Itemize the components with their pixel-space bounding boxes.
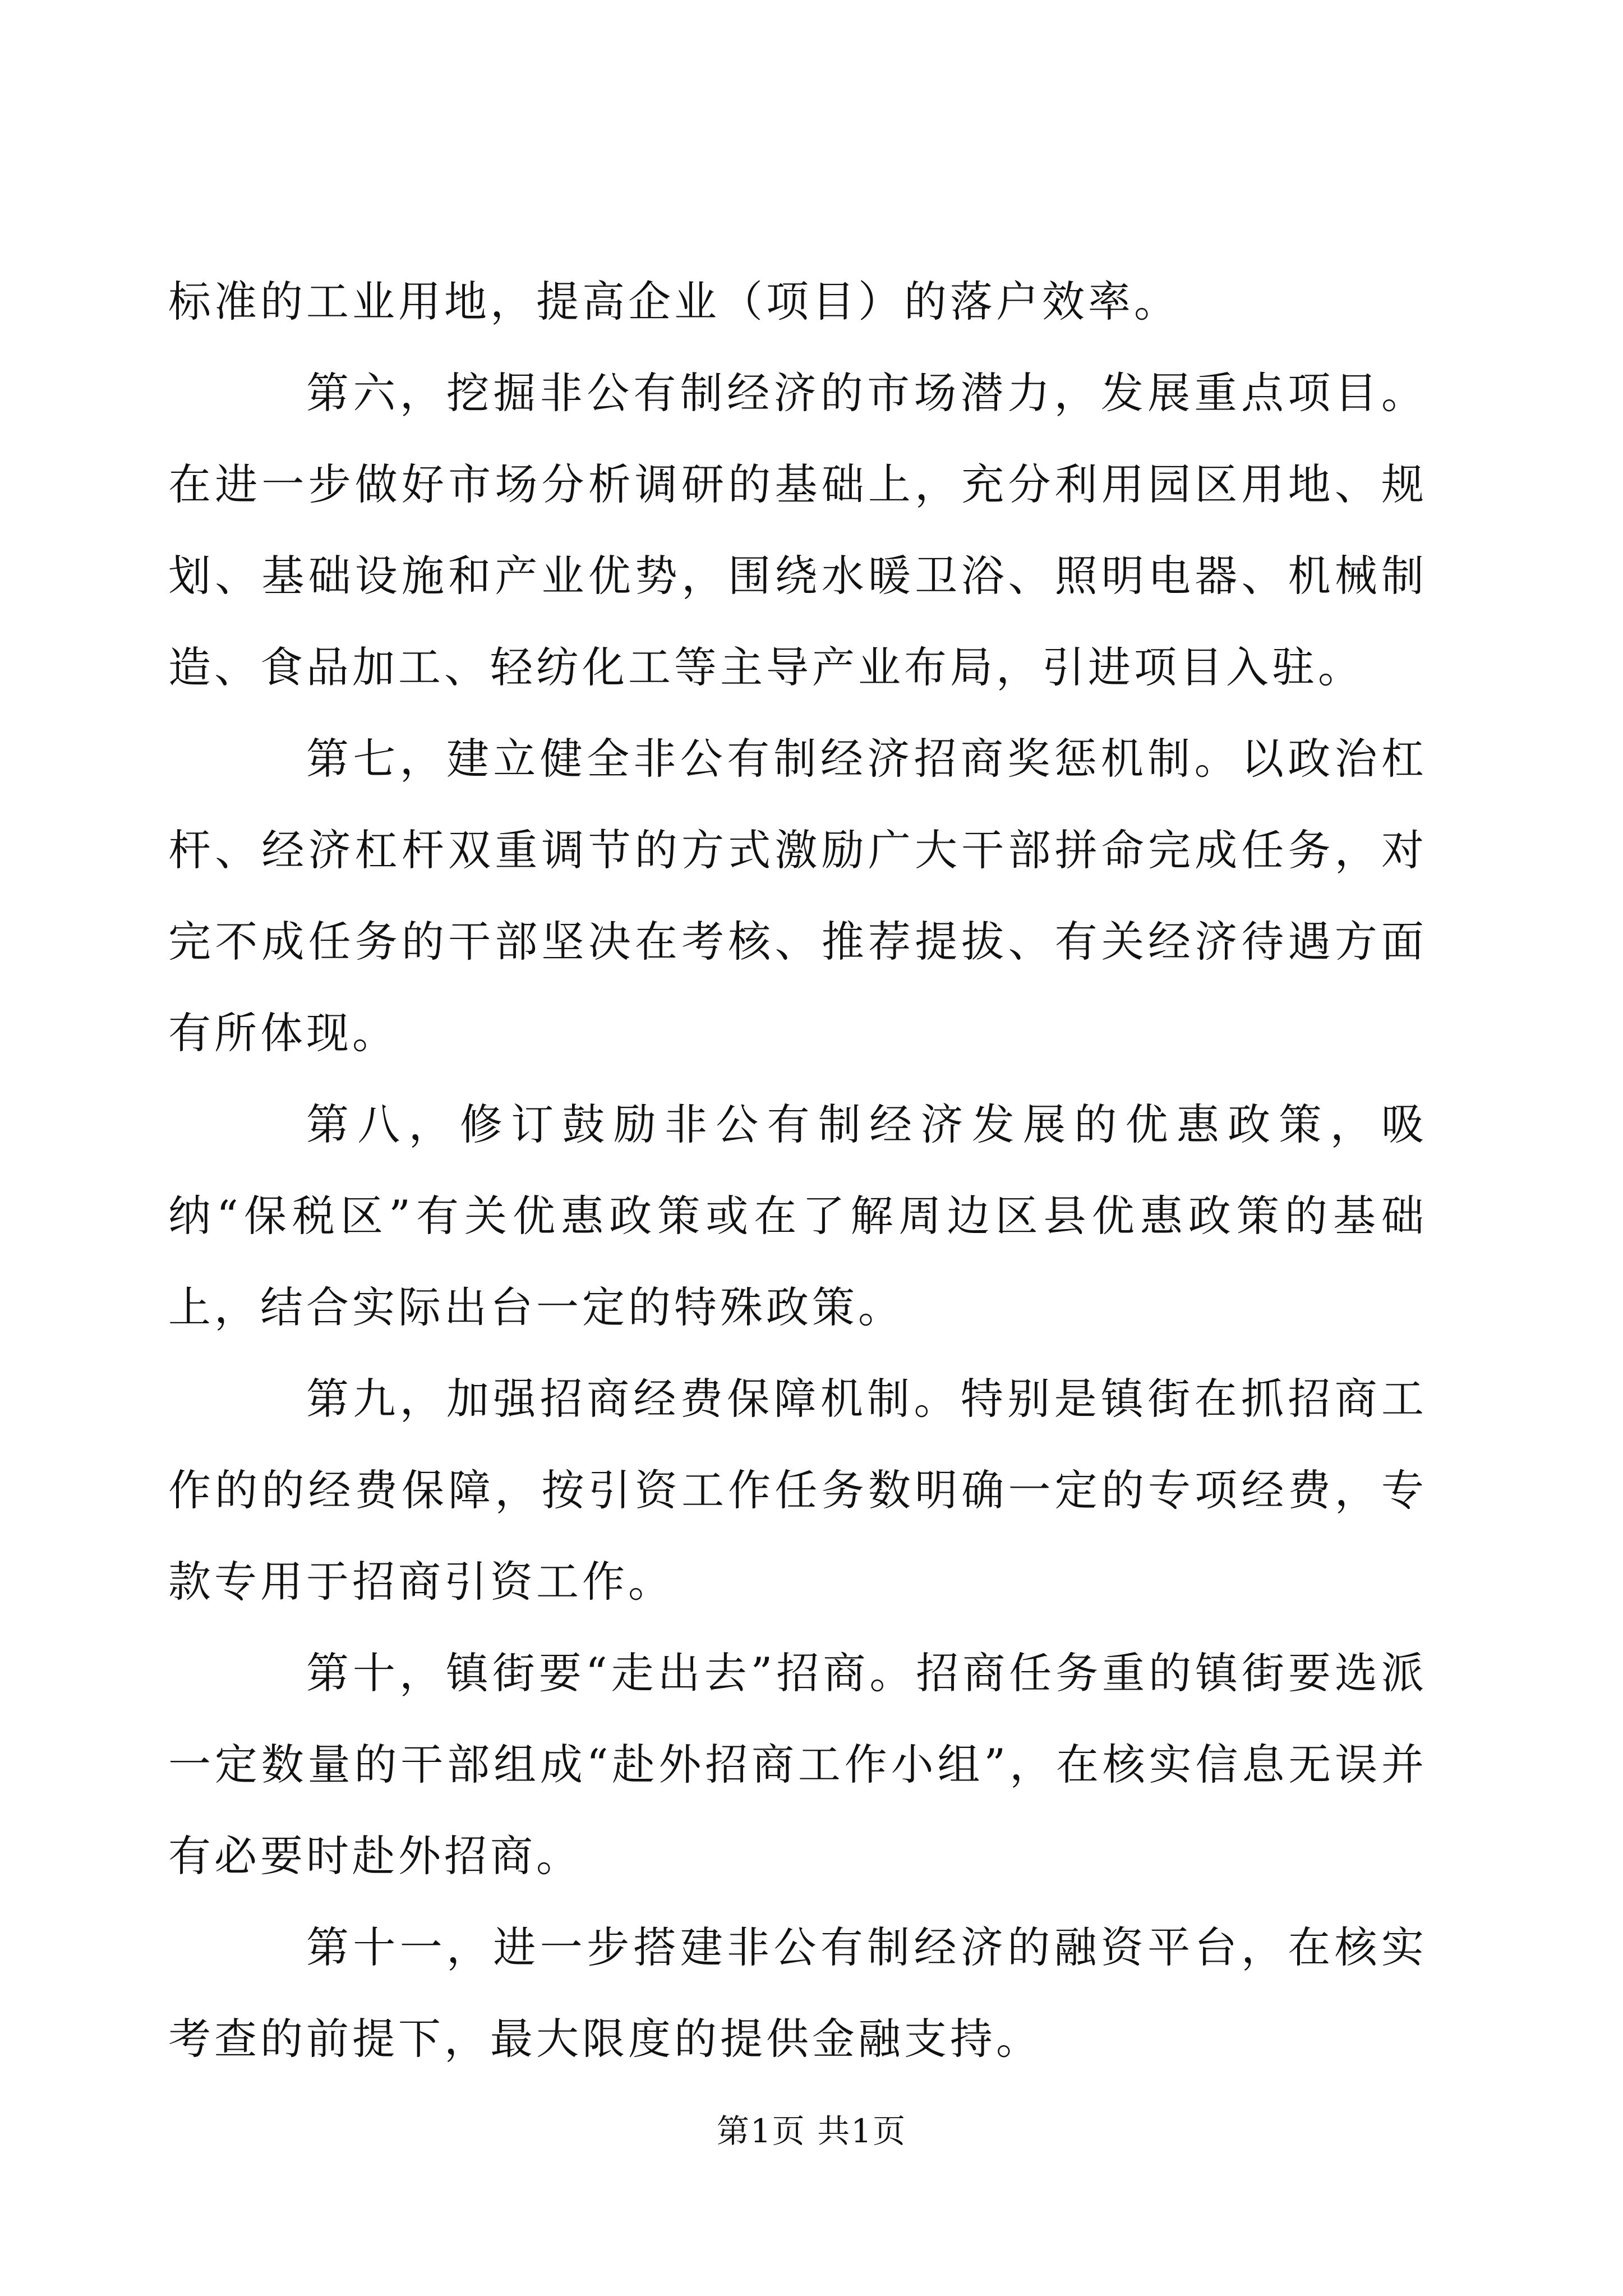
paragraph-item-8: 第八，修订鼓励非公有制经济发展的优惠政策，吸纳“保税区”有关优惠政策或在了解周边区县优惠政策的基础上，结合实际出台一定的特殊政策。 bbox=[168, 1099, 1427, 1332]
document-body bbox=[168, 256, 1427, 2085]
paragraph-item-6: 第六，挖掘非公有制经济的市场潜力，发展重点项目。在进一步做好市场分析调研的基础上，充分利用园区用地、规划、基础设施和产业优势，围绕水暖卫浴、照明电器、机械制造、食品加工、轻纺化工等主导产业布局，引进项目入驻。 bbox=[168, 368, 1427, 692]
paragraph-item-10: 第十，镇街要“走出去”招商。招商任务重的镇街要选派一定数量的干部组成“赴外招商工作小组”，在核实信息无误并有必要时赴外招商。 bbox=[168, 1648, 1427, 1881]
paragraph-item-11: 第十一，进一步搭建非公有制经济的融资平台，在核实考查的前提下，最大限度的提供金融支持。 bbox=[168, 1922, 1427, 2064]
page-footer: 第1页 共1页 bbox=[716, 2112, 907, 2150]
paragraph-item-9: 第九，加强招商经费保障机制。特别是镇街在抓招商工作的的经费保障，按引资工作任务数明确一定的专项经费，专款专用于招商引资工作。 bbox=[168, 1374, 1427, 1607]
paragraph-continuation: 标准的工业用地，提高企业（项目）的落户效率。 bbox=[168, 277, 1180, 326]
paragraph-item-7: 第七，建立健全非公有制经济招商奖惩机制。以政治杠杆、经济杠杆双重调节的方式激励广大干部拼命完成任务，对完不成任务的干部坚决在考核、推荐提拔、有关经济待遇方面有所体现。 bbox=[168, 734, 1427, 1058]
